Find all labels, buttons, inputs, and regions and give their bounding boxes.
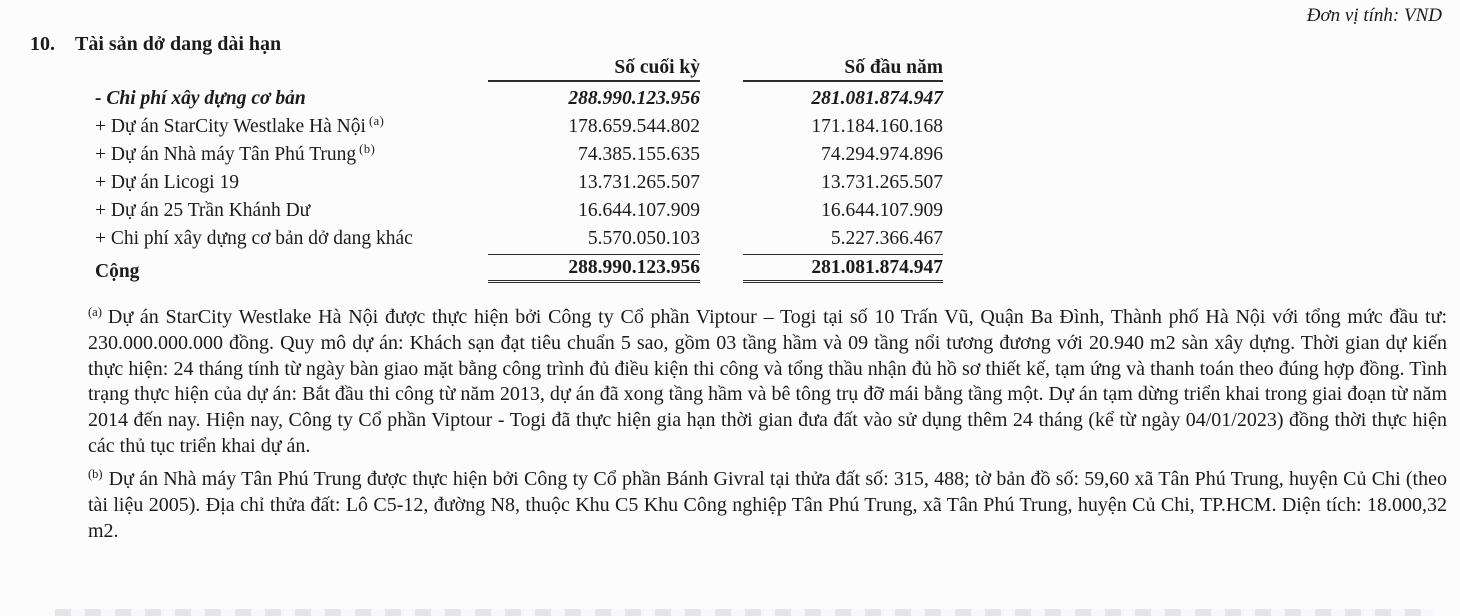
assets-in-progress-table xyxy=(95,56,943,283)
table-row xyxy=(95,166,943,194)
table-total-row xyxy=(95,252,943,283)
row-value-end: 74.385.155.635 xyxy=(578,144,700,165)
column-header-end-of-period: Số cuối kỳ xyxy=(480,57,700,82)
footnote-a xyxy=(88,300,1447,460)
total-label: Cộng xyxy=(95,261,140,282)
row-value-end: 288.990.123.956 xyxy=(568,88,700,109)
table-header-row xyxy=(95,56,943,82)
footnote-b-text: Dự án Nhà máy Tân Phú Trung được thực hiện bởi Công ty Cổ phần Bánh Givral tại thửa đất số: 315, 488; tờ bản đồ số: 59,60 xã Tân Phú Trung, huyện Củ Chi (theo tài liệu 2005). Địa chỉ thửa đất: Lô C5-12, đường N8, thuộc Khu C5 Khu Công nghiệp Tân Phú Trung, xã Tân Phú Trung, huyện Củ Chi, TP.HCM. Diện tích: 18.000,32 m2. xyxy=(88,468,1447,542)
row-value-begin: 13.731.265.507 xyxy=(821,172,943,193)
unit-note: Đơn vị tính: VND xyxy=(1306,5,1442,26)
row-label: + Dự án Licogi 19 xyxy=(95,172,239,193)
footnote-a-marker: (a) xyxy=(88,305,102,319)
total-value-begin: 281.081.874.947 xyxy=(700,254,943,283)
row-label: + Dự án Nhà máy Tân Phú Trung $^{(b)}$ xyxy=(95,142,376,165)
footnote-b-marker: (b) xyxy=(88,467,103,481)
footnote-a-text: Dự án StarCity Westlake Hà Nội được thực hiện bởi Công ty Cổ phần Viptour – Togi tại số 10 Trấn Vũ, Quận Ba Đình, Thành phố Hà Nội với tổng mức đầu tư: 230.000.000.000 đồng. Quy mô dự án: Khách sạn đạt tiêu chuẩn 5 sao, gồm 03 tầng hầm và 09 tầng nổi tương đương với 20.940 m2 sàn xây dựng. Thời gian dự kiến thực hiện: 24 tháng tính từ ngày bàn giao mặt bằng công trình đủ điều kiện thi công và tổng thầu nhận đủ hồ sơ thiết kế, tạm ứng và thanh toán theo đúng hợp đồng. Tình trạng thực hiện của dự án: Bắt đầu thi công từ năm 2013, dự án đã xong tầng hầm và bê tông trụ đỡ mái bằng tầng một. Dự án tạm dừng triển khai trong giai đoạn từ năm 2014 đến nay. Hiện nay, Công ty Cổ phần Viptour - Togi đã thực hiện gia hạn thời gian đưa đất vào sử dụng thêm 24 tháng (kể từ ngày 04/01/2023) đồng thời thực hiện các thủ tục triển khai dự án. xyxy=(88,306,1447,457)
scan-edge-artifact xyxy=(55,609,1435,616)
column-header-beginning-of-year: Số đầu năm xyxy=(700,57,943,82)
footnote-ref-a: (a) xyxy=(368,114,385,128)
row-label: + Chi phí xây dựng cơ bản dở dang khác xyxy=(95,228,413,249)
row-value-end: 178.659.544.802 xyxy=(568,116,700,137)
row-value-begin: 74.294.974.896 xyxy=(821,144,943,165)
row-value-begin: 171.184.160.168 xyxy=(811,116,943,137)
section-heading xyxy=(30,33,281,56)
table-row xyxy=(95,82,943,110)
table-row xyxy=(95,222,943,250)
row-value-end: 13.731.265.507 xyxy=(578,172,700,193)
row-label: + Dự án 25 Trần Khánh Dư xyxy=(95,200,311,221)
row-label: + Dự án StarCity Westlake Hà Nội $^{(a)}$ xyxy=(95,114,385,137)
row-value-end: 16.644.107.909 xyxy=(578,200,700,221)
table-row xyxy=(95,194,943,222)
footnote-b xyxy=(88,462,1447,544)
table-row xyxy=(95,138,943,166)
row-label: - Chi phí xây dựng cơ bản xyxy=(95,88,306,109)
row-value-begin: 5.227.366.467 xyxy=(830,228,943,249)
row-value-begin: 16.644.107.909 xyxy=(821,200,943,221)
footnote-ref-b: (b) xyxy=(359,142,376,156)
table-row xyxy=(95,110,943,138)
section-title: Tài sản dở dang dài hạn xyxy=(75,33,282,55)
section-number: 10. xyxy=(30,33,55,55)
total-value-end: 288.990.123.956 xyxy=(480,254,700,283)
row-value-end: 5.570.050.103 xyxy=(587,228,700,249)
row-value-begin: 281.081.874.947 xyxy=(811,88,943,109)
